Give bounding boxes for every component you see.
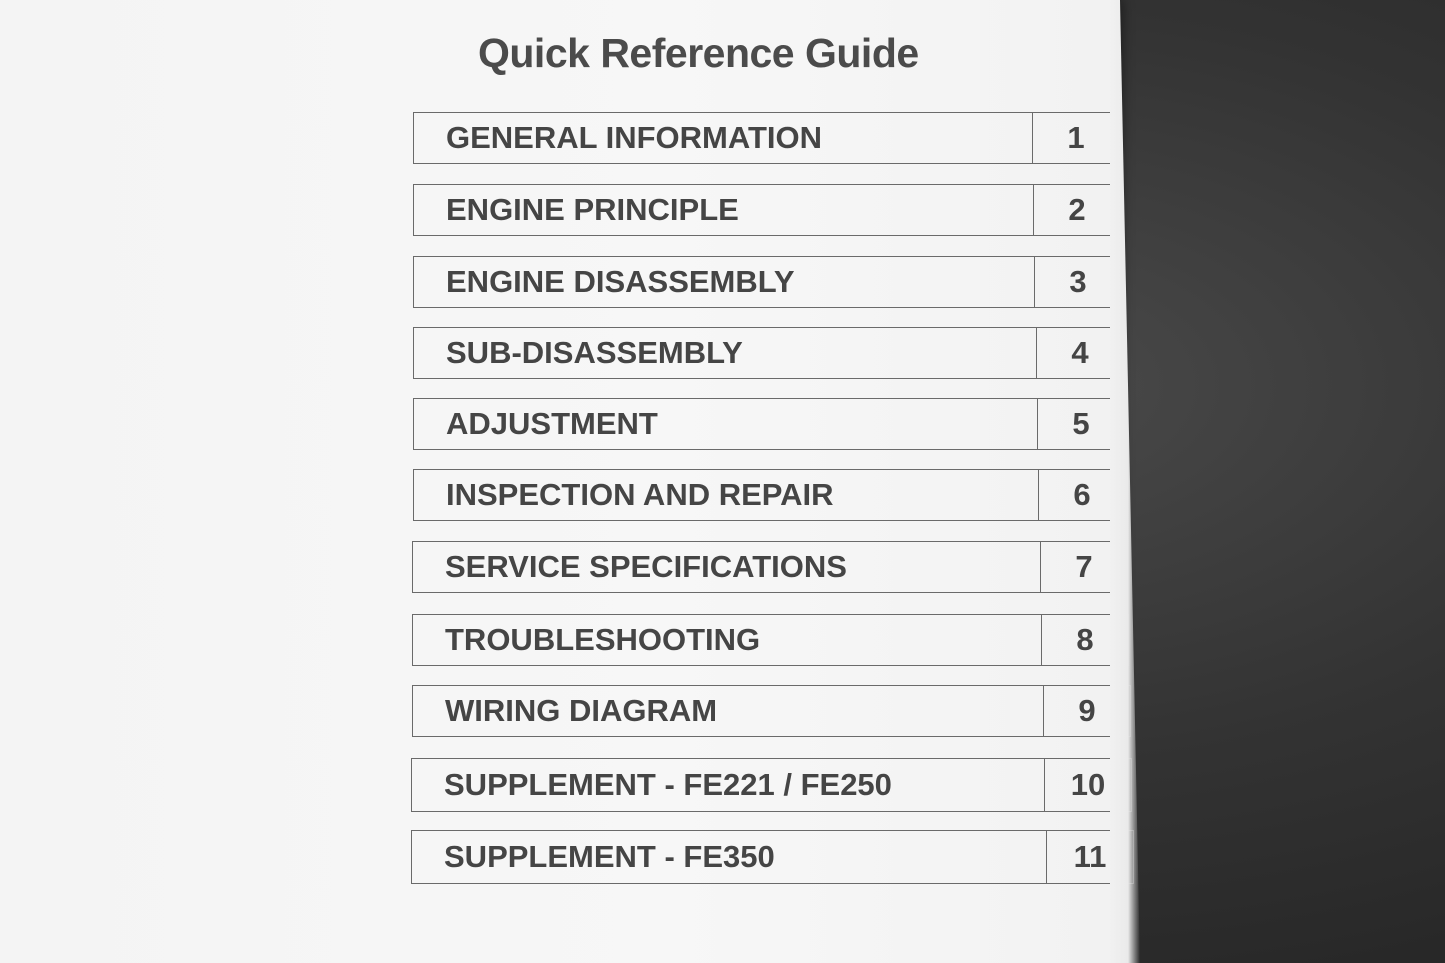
section-label: ENGINE DISASSEMBLY	[414, 257, 1035, 307]
section-number: 10	[1070, 767, 1106, 802]
section-row-sub-disassembly[interactable]	[413, 327, 1124, 379]
section-row-service-specifications[interactable]	[412, 541, 1128, 593]
section-number: 3	[1069, 264, 1087, 299]
section-row-wiring-diagram[interactable]	[412, 685, 1131, 737]
section-row-supplement-fe350[interactable]	[411, 830, 1134, 884]
section-number: 5	[1072, 406, 1090, 441]
section-number: 6	[1073, 477, 1091, 512]
section-row-general-information[interactable]	[413, 112, 1120, 164]
section-number: 4	[1071, 335, 1089, 370]
section-label: WIRING DIAGRAM	[413, 686, 1044, 736]
section-label: GENERAL INFORMATION	[414, 113, 1033, 163]
section-number: 8	[1076, 622, 1094, 657]
section-number: 7	[1075, 549, 1093, 584]
section-number: 11	[1073, 839, 1107, 874]
section-row-adjustment[interactable]	[413, 398, 1125, 450]
section-row-inspection-and-repair[interactable]	[413, 469, 1126, 521]
section-label: TROUBLESHOOTING	[413, 615, 1042, 665]
section-row-supplement-fe221-fe250[interactable]	[411, 758, 1132, 812]
section-number: 1	[1067, 120, 1085, 155]
section-label: INSPECTION AND REPAIR	[414, 470, 1039, 520]
page-title: Quick Reference Guide	[478, 30, 919, 76]
section-label: SUPPLEMENT - FE221 / FE250	[412, 759, 1045, 811]
section-label: ADJUSTMENT	[414, 399, 1038, 449]
section-label: SUPPLEMENT - FE350	[412, 831, 1047, 883]
section-label: SUB-DISASSEMBLY	[414, 328, 1037, 378]
section-label: SERVICE SPECIFICATIONS	[413, 542, 1041, 592]
section-number: 2	[1068, 192, 1086, 227]
section-label: ENGINE PRINCIPLE	[414, 185, 1034, 235]
section-row-troubleshooting[interactable]	[412, 614, 1129, 666]
section-row-engine-principle[interactable]	[413, 184, 1121, 236]
section-number: 9	[1078, 693, 1096, 728]
section-row-engine-disassembly[interactable]	[413, 256, 1122, 308]
